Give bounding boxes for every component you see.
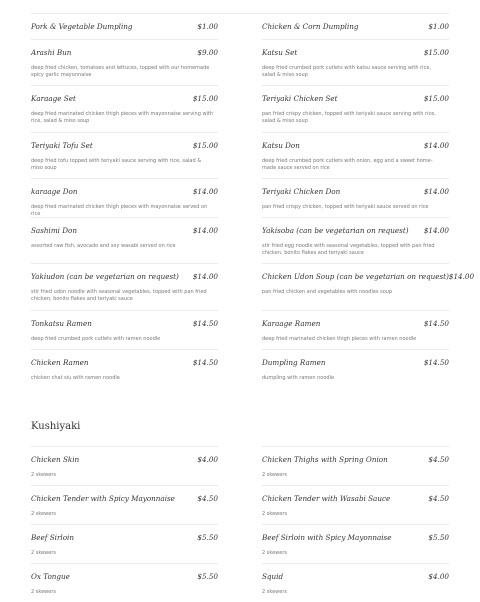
menu-item-name: Chicken Ramen — [31, 358, 89, 367]
menu-item-price: $4.50 — [428, 494, 449, 503]
kushiyaki-columns — [31, 446, 449, 602]
menu-item-header — [31, 264, 218, 281]
menu-item-description: pan fried chicken and vegetables with noodles soup — [262, 289, 393, 295]
menu-item-name: Chicken Tender with Spicy Mayonnaise — [31, 494, 175, 503]
menu-item-header — [31, 179, 218, 196]
menu-item-name: Tonkatsu Ramen — [31, 319, 92, 328]
menu-item-price: $14.00 — [192, 272, 218, 281]
menu-item-price: $4.00 — [197, 455, 218, 464]
kushiyaki-left-column — [31, 446, 218, 602]
menu-item — [31, 178, 218, 217]
menu-item-price: $5.50 — [428, 533, 449, 542]
menu-item-header — [31, 218, 218, 235]
menu-item-header — [31, 350, 218, 367]
menu-item-description: dumpling with ramen noodle — [262, 375, 335, 381]
menu-item-name: Beef Sirloin — [31, 533, 74, 542]
menu-item — [31, 524, 218, 563]
main-menu-columns — [31, 13, 475, 388]
menu-item — [262, 178, 449, 217]
menu-item — [262, 39, 449, 85]
menu-item-description: deep fried chicken, tomatoes and lettuces, topped with our homemade spicy garlic mayonnaise — [31, 65, 210, 78]
menu-item-price: $14.50 — [192, 319, 218, 328]
menu-item-description: deep fried tofu topped with teriyaki sauce serving with rice, salad & miso soup — [31, 158, 202, 171]
menu-item-description: 2 skewers — [31, 511, 56, 517]
menu-item-price: $4.50 — [197, 494, 218, 503]
menu-item — [262, 446, 449, 485]
menu-item-price: $4.00 — [428, 572, 449, 581]
menu-item-header — [262, 564, 449, 581]
menu-item-name: karaage Don — [31, 187, 78, 196]
menu-item-price: $14.00 — [448, 272, 475, 281]
menu-item — [31, 39, 218, 85]
menu-item-name: Yakiudon (can be vegetarian on request) — [31, 272, 179, 281]
menu-item-description: 2 skewers — [31, 472, 56, 478]
menu-item — [31, 263, 218, 310]
menu-item-price: $1.00 — [197, 22, 218, 31]
menu-item — [262, 13, 449, 39]
menu-item-header — [262, 86, 449, 103]
menu-item-description: deep fried crumbed pork cutlets with onion, egg and a sweet home-made sauce served on rice — [262, 158, 433, 171]
menu-item — [262, 524, 449, 563]
menu-item-header — [262, 14, 449, 31]
menu-item-header — [262, 525, 449, 542]
menu-item-header — [31, 525, 218, 542]
menu-item-header — [31, 447, 218, 464]
menu-item-description: deep fried crumbed pork cutlets with katsu sauce serving with rice, salad & miso soup — [262, 65, 431, 78]
menu-item-price: $14.00 — [192, 226, 218, 235]
menu-item-name: Ox Tongue — [31, 572, 70, 581]
menu-item-description: pan fried crispy chicken, topped with teriyaki sauce served on rice — [262, 204, 429, 210]
menu-item-price: $1.00 — [428, 22, 449, 31]
menu-item-name: Teriyaki Chicken Don — [262, 187, 341, 196]
menu-item-name: Katsu Don — [262, 141, 300, 150]
menu-item-description: assorted raw fish, avocado and soy wasabi served on rice — [31, 243, 176, 249]
menu-item-price: $14.00 — [423, 226, 449, 235]
menu-item-header — [262, 264, 475, 281]
menu-item — [31, 349, 218, 388]
menu-item — [31, 217, 218, 263]
menu-item-name: Chicken Udon Soup (can be vegetarian on request) — [262, 272, 449, 281]
menu-item-description: deep fried marinated chicken thigh pieces with ramen noodle — [262, 336, 417, 342]
menu-item — [262, 310, 449, 349]
menu-item-description: 2 skewers — [31, 550, 56, 556]
menu-item-header — [262, 40, 449, 57]
menu-item — [31, 485, 218, 524]
menu-item-price: $15.00 — [192, 94, 218, 103]
kushiyaki-right-column — [262, 446, 449, 602]
menu-item-header — [262, 179, 449, 196]
menu-item-description: stir fried udon noodle with seasonal vegetables, topped with pan fried chicken, bonito flakes and teriyaki sauce — [31, 289, 207, 302]
menu-item-header — [31, 40, 218, 57]
menu-item-header — [31, 486, 218, 503]
menu-item-header — [262, 218, 449, 235]
menu-item-price: $5.50 — [197, 572, 218, 581]
menu-item-name: Pork & Vegetable Dumpling — [31, 22, 133, 31]
menu-item — [31, 132, 218, 178]
main-menu-left-column — [31, 13, 218, 388]
menu-item — [31, 563, 218, 602]
menu-item — [262, 217, 449, 263]
menu-item — [262, 85, 449, 132]
menu-item-description: 2 skewers — [262, 589, 287, 595]
menu-item-header — [31, 86, 218, 103]
menu-item-price: $15.00 — [423, 94, 449, 103]
menu-item-price: $14.00 — [423, 187, 449, 196]
menu-item-price: $15.00 — [423, 48, 449, 57]
menu-item-description: deep fried marinated chicken thigh pieces with mayonnaise serving with rice, salad & miso soup — [31, 111, 214, 124]
menu-item-name: Chicken & Corn Dumpling — [262, 22, 359, 31]
menu-item-price: $14.00 — [192, 187, 218, 196]
menu-item-name: Squid — [262, 572, 284, 581]
menu-item-name: Beef Sirloin with Spicy Mayonnaise — [262, 533, 392, 542]
menu-item — [31, 446, 218, 485]
menu-item-name: Teriyaki Tofu Set — [31, 141, 93, 150]
menu-item — [31, 13, 218, 39]
menu-item-name: Arashi Bun — [31, 48, 72, 57]
menu-item-header — [262, 133, 449, 150]
menu-item-description: stir fried egg noodle with seasonal vegetables, topped with pan fried chicken, bonito flakes and teriyaki sauce — [262, 243, 435, 256]
menu-item-price: $14.50 — [192, 358, 218, 367]
menu-item-price: $15.00 — [192, 141, 218, 150]
menu-item-name: Yakisoba (can be vegetarian on request) — [262, 226, 409, 235]
menu-item-name: Karaage Ramen — [262, 319, 321, 328]
menu-item-name: Karaage Set — [31, 94, 76, 103]
menu-item — [262, 563, 449, 602]
menu-item-header — [262, 311, 449, 328]
menu-item-description: pan fried crispy chicken, topped with teriyaki sauce serving with rice, salad & miso soup — [262, 111, 436, 124]
menu-item-name: Chicken Tender with Wasabi Sauce — [262, 494, 391, 503]
menu-item-header — [262, 350, 449, 367]
menu-item-description: deep fried marinated chicken thigh pieces with mayonnaise served on rice — [31, 204, 208, 217]
menu-item-price: $9.00 — [197, 48, 218, 57]
menu-item-name: Dumpling Ramen — [262, 358, 326, 367]
menu-item-price: $14.00 — [423, 141, 449, 150]
menu-item-description: 2 skewers — [31, 589, 56, 595]
menu-item-name: Sashimi Don — [31, 226, 77, 235]
menu-item — [262, 485, 449, 524]
menu-item-description: 2 skewers — [262, 550, 287, 556]
section-title-kushiyaki: Kushiyaki — [31, 421, 81, 432]
menu-item-description: 2 skewers — [262, 511, 287, 517]
menu-item-price: $4.50 — [428, 455, 449, 464]
menu-item — [262, 263, 475, 310]
menu-item-header — [31, 133, 218, 150]
menu-item-name: Chicken Skin — [31, 455, 80, 464]
menu-item-price: $5.50 — [197, 533, 218, 542]
menu-item — [262, 132, 449, 178]
menu-item-header — [31, 14, 218, 31]
menu-item-description: deep fried crumbed pork cutlets with ramen noodle — [31, 336, 161, 342]
menu-item — [262, 349, 449, 388]
menu-item-name: Katsu Set — [262, 48, 298, 57]
menu-item-description: 2 skewers — [262, 472, 287, 478]
menu-item-price: $14.50 — [423, 319, 449, 328]
menu-item — [31, 310, 218, 349]
menu-item-header — [262, 447, 449, 464]
menu-item-header — [262, 486, 449, 503]
menu-item-price: $14.50 — [423, 358, 449, 367]
menu-item-header — [31, 311, 218, 328]
menu-item — [31, 85, 218, 132]
main-menu-right-column — [262, 13, 475, 388]
menu-item-header — [31, 564, 218, 581]
menu-item-name: Teriyaki Chicken Set — [262, 94, 338, 103]
menu-item-name: Chicken Thighs with Spring Onion — [262, 455, 388, 464]
menu-item-description: chicken chat siu with ramen noodle — [31, 375, 120, 381]
